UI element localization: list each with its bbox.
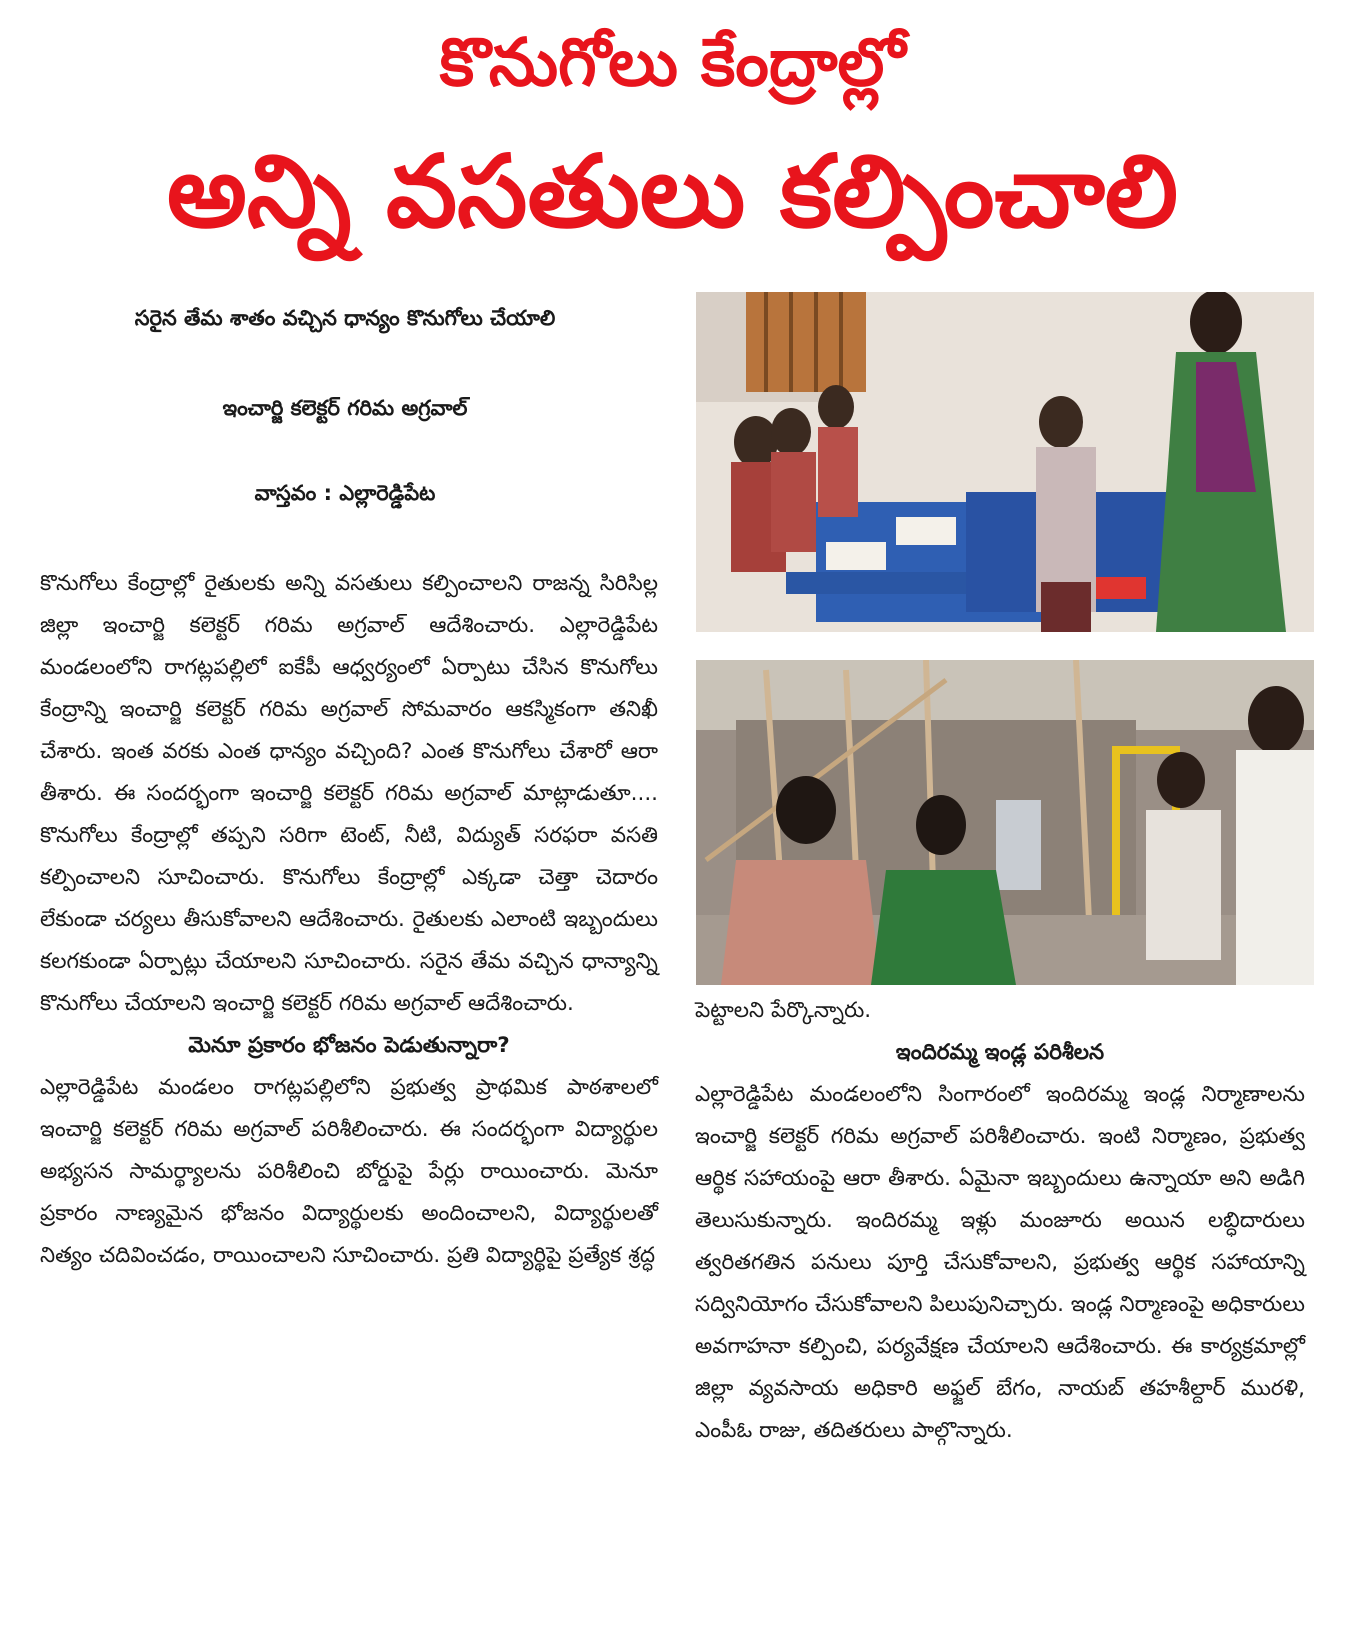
headline-title: అన్ని వసతులు కల్పించాలి bbox=[166, 133, 1179, 250]
dateline: వాస్తవం : ఎల్లారెడ్డిపేట bbox=[254, 481, 436, 505]
headline-kicker: కొనుగోలు కేంద్రాల్లో bbox=[439, 24, 906, 101]
subheadline: సరైన తేమ శాతం వచ్చిన ధాన్యం కొనుగోలు చేయాలి bbox=[134, 306, 556, 330]
classroom-photo bbox=[696, 292, 1314, 632]
section-heading: ఇందిరమ్మ ఇండ్ల పరిశీలన bbox=[895, 1040, 1105, 1065]
paragraph: ఎల్లారెడ్డిపేట మండలంలోని సింగారంలో ఇందిరమ్మ ఇండ్ల నిర్మాణాలను ఇంచార్జి కలెక్టర్ గరిమ అగ్రవాల్ పరిశీలించారు. ఇంటి నిర్మాణం, ప్రభుత్వ ఆర్థిక సహాయంపై ఆరా తీశారు. ఏమైనా ఇబ్బందులు ఉన్నాయా అని అడిగి తెలుసుకున్నారు. ఇందిరమ్మ ఇళ్లు మంజూరు అయిన లబ్ధిదారులు త్వరితగతిన పనులు పూర్తి చేసుకోవాలని, ప్రభుత్వ ఆర్థిక సహాయాన్ని సద్వినియోగం చేసుకోవాలని పిలుపునిచ్చారు. ఇండ్ల నిర్మాణంపై అధికారులు అవగాహనా కల్పించి, పర్యవేక్షణ చేయాలని ఆదేశించారు. ఈ కార్యక్రమాల్లో జిల్లా వ్యవసాయ అధికారి అఫ్జల్ బేగం, నాయబ్ తహశీల్దార్ మురళి, ఎంపీఓ రాజు, తదితరులు పాల్గొన్నారు. bbox=[695, 1082, 1305, 1443]
byline-collector: ఇంచార్జి కలెక్టర్ గరిమ అగ్రవాల్ bbox=[222, 396, 468, 420]
paragraph-carryover: పెట్టాలని పేర్కొన్నారు. bbox=[695, 998, 872, 1023]
right-column bbox=[695, 990, 1305, 1452]
paragraph: కొనుగోలు కేంద్రాల్లో రైతులకు అన్ని వసతులు కల్పించాలని రాజన్న సిరిసిల్ల జిల్లా ఇంచార్జి కలెక్టర్ గరిమ అగ్రవాల్ ఆదేశించారు. ఎల్లారెడ్డిపేట మండలంలోని రాగట్లపల్లిలో ఐకేపీ ఆధ్వర్యంలో ఏర్పాటు చేసిన కొనుగోలు కేంద్రాన్ని ఇంచార్జి కలెక్టర్ గరిమ అగ్రవాల్ సోమవారం ఆకస్మికంగా తనిఖీ చేశారు. ఇంత వరకు ఎంత ధాన్యం వచ్చింది? ఎంత కొనుగోలు చేశారో ఆరా తీశారు. ఈ సందర్భంగా ఇంచార్జి కలెక్టర్ గరిమ అగ్రవాల్ మాట్లాడుతూ.... కొనుగోలు కేంద్రాల్లో తప్పని సరిగా టెంట్, నీటి, విద్యుత్ సరఫరా వసతి కల్పించాలని సూచించారు. కొనుగోలు కేంద్రాల్లో ఎక్కడా చెత్తా చెదారం లేకుండా చర్యలు తీసుకోవాలని ఆదేశించారు. రైతులకు ఎలాంటి ఇబ్బందులు కలగకుండా ఏర్పాట్లు చేయాలని సూచించారు. సరైన తేమ వచ్చిన ధాన్యాన్ని కొనుగోలు చేయాలని ఇంచార్జి కలెక్టర్ గరిమ అగ్రవాల్ ఆదేశించారు. bbox=[40, 571, 658, 1016]
house-construction-photo bbox=[696, 660, 1314, 985]
paragraph: ఎల్లారెడ్డిపేట మండలం రాగట్లపల్లిలోని ప్రభుత్వ ప్రాథమిక పాఠశాలలో ఇంచార్జి కలెక్టర్ గరిమ అగ్రవాల్ పరిశీలించారు. ఈ సందర్భంగా విద్యార్థుల అభ్యసన సామర్థ్యాలను పరిశీలించి బోర్డుపై పేర్లు రాయించారు. మెనూ ప్రకారం నాణ్యమైన భోజనం విద్యార్థులకు అందించాలని, విద్యార్థులతో నిత్యం చదివించడం, రాయించాలని సూచించారు. ప్రతి విద్యార్థిపై ప్రత్యేక శ్రద్ధ bbox=[40, 1075, 658, 1268]
left-column bbox=[40, 563, 658, 1277]
section-heading: మెనూ ప్రకారం భోజనం పెడుతున్నారా? bbox=[188, 1033, 510, 1058]
